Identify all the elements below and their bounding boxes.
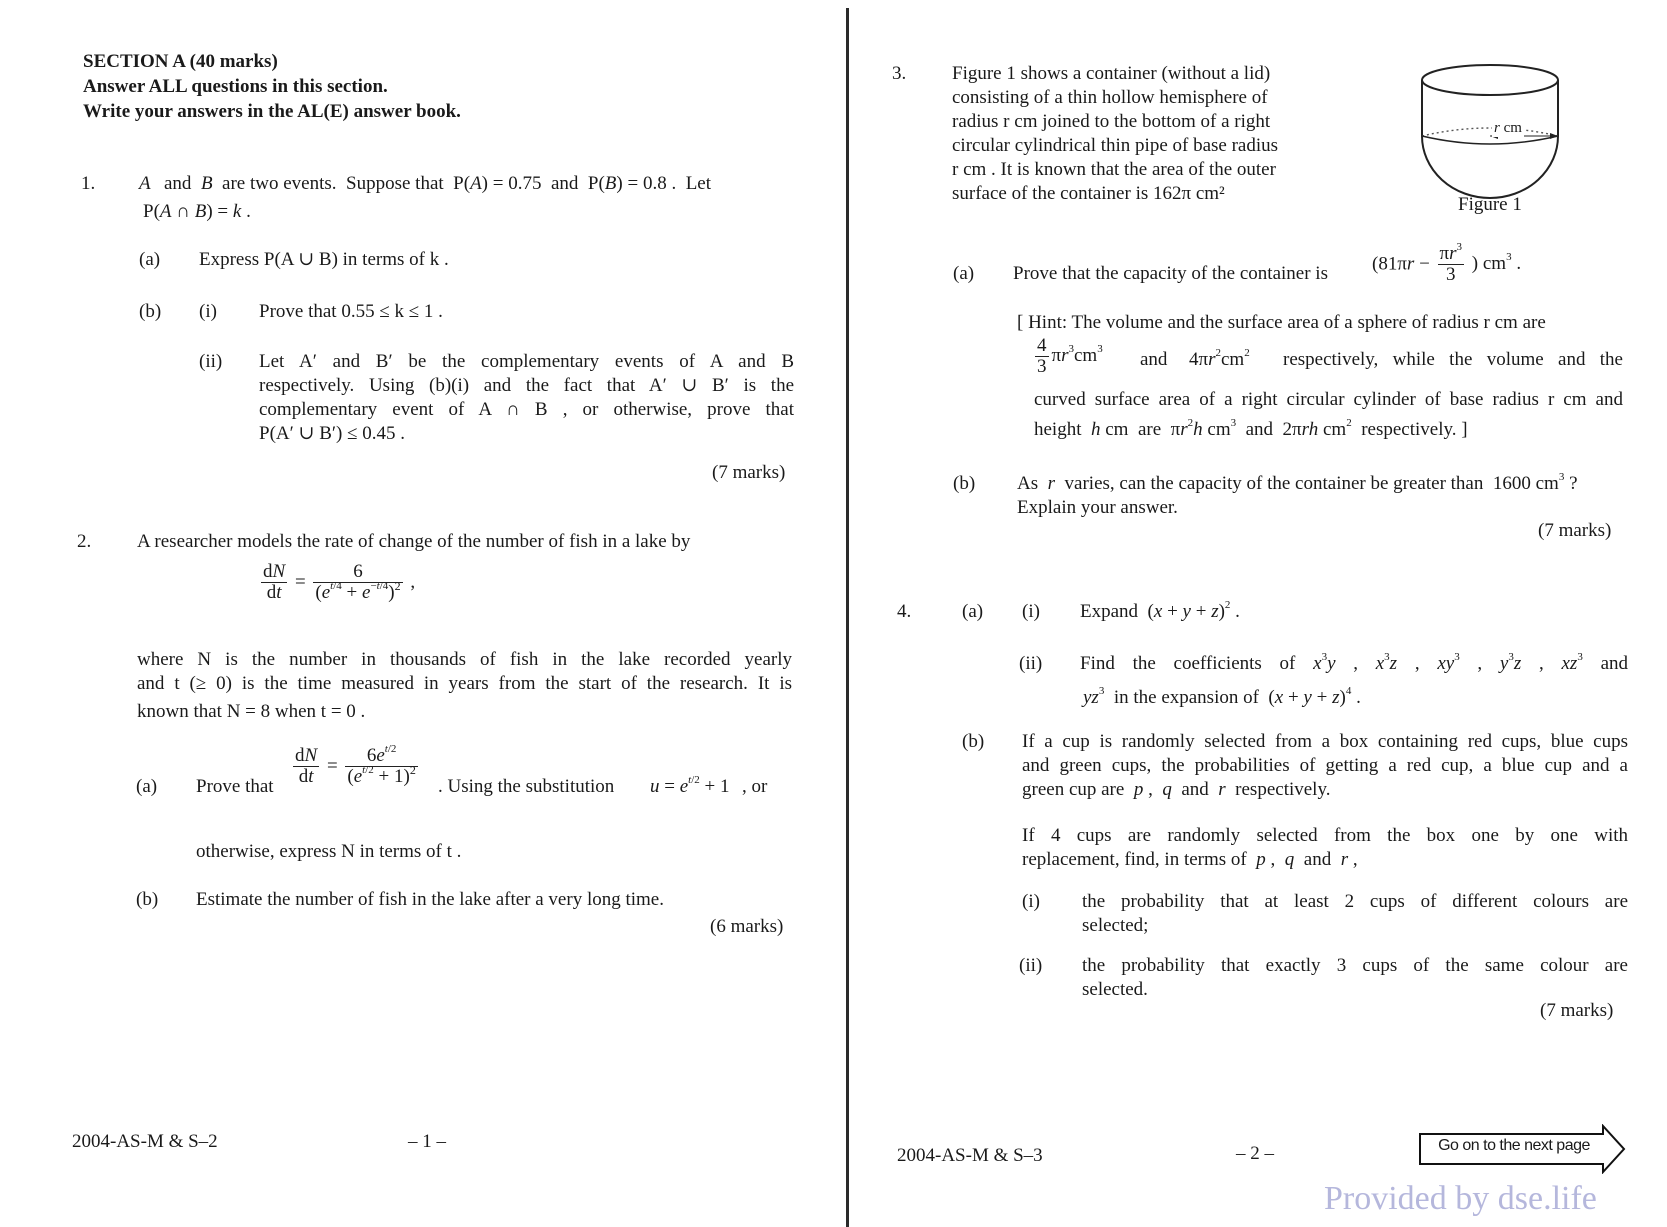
q2-where-line3: known that N = 8 when t = 0 . [137,701,366,722]
q4bii-label: (ii) [1019,955,1043,976]
q3-line1: Figure 1 shows a container (without a lid) [952,63,1271,84]
q4b-line2: and green cups, the probabilities of getting a red cup, a blue cup and a [1022,755,1628,776]
q4ai-label: (i) [1022,601,1040,622]
q4b-line1: If a cup is randomly selected from a box containing red cups, blue cups [1022,731,1628,752]
q3-hint-line4: height h cm are $\pi r^2h$ $cm^3$ and 2πrh $cm^2$ respectively. ] [1034,417,1468,440]
q1a-label: (a) [139,249,161,270]
q4aii-line1: Find the coefficients of $x^3y$ , $x^3z$ , $xy^3$ , $y^3z$ , $xz^3$ and [1080,651,1629,674]
q3a-capacity-expression: (81πr − $\frac{\pi r^3}{3}$ ) $cm^3$ . [1372,241,1522,285]
q2a-prove: Prove that [196,776,274,797]
section-title: SECTION A (40 marks) [83,51,278,72]
q3-hint-line3: curved surface area of a right circular cylinder of base radius r cm and [1034,389,1623,410]
q3-hint-line2-and: and [1140,349,1168,370]
left-footer-code: 2004-AS-M & S–2 [72,1131,218,1152]
q4b-line5: replacement, find, in terms of p , q and r , [1022,849,1358,870]
q4-number: 4. [897,601,912,622]
q3a-label: (a) [953,263,975,284]
q2a-derivative: $\frac{dN}{dt}$ = $\frac{6e^{t/2}}{(e^{t/2} + 1)^2}$ [295,743,416,787]
q3a-text: Prove that the capacity of the container is [1013,263,1328,284]
section-instruction-2: Write your answers in the AL(E) answer book. [83,101,461,122]
q2-where-line2: and t (≥ 0) is the time measured in years from the start of the research. It is [137,673,792,694]
q2a-line2: otherwise, express N in terms of t . [196,841,462,862]
q4a-label: (a) [962,601,984,622]
q3-marks: (7 marks) [1538,520,1612,541]
figure-1-label: r cm [1494,120,1522,136]
q1a-text: Express P(A ∪ B) in terms of k . [199,249,449,270]
q4aii-line2: $yz^3$ in the expansion of $(x + y + z)^4$ . [1083,685,1361,708]
left-page-number: – 1 – [408,1131,446,1152]
q3-hint-formula-1: $\frac{4}{3}$ $\pi r^3cm^3$ [1037,335,1103,377]
q2a-or: , or [742,776,768,797]
q4bi-label: (i) [1022,891,1040,912]
q2-differential-equation: $\frac{dN}{dt}$ = $\frac{6}{(e^{t/4} + e^{-t/4})^2}$ , [263,561,416,603]
page-divider [846,8,849,1227]
q1-stem-prefix: A [139,173,151,194]
q4-marks: (7 marks) [1540,1000,1614,1021]
next-page-label: Go on to the next page [1438,1137,1590,1154]
q3b-line1: As r varies, can the capacity of the container be greater than 1600 $cm^3$ ? [1017,471,1578,494]
q3-line4: circular cylindrical thin pipe of base radius [952,135,1279,156]
q3-number: 3. [892,63,907,84]
q3-line3: radius r cm joined to the bottom of a right [952,111,1271,132]
section-instruction-1: Answer ALL questions in this section. [83,76,388,97]
q1-number: 1. [81,173,96,194]
q2b-text: Estimate the number of fish in the lake after a very long time. [196,889,664,910]
q3-hint-formula-2: $4\pi r^2cm^2$ [1189,347,1250,370]
watermark: Provided by dse.life [1324,1180,1597,1217]
right-footer-code: 2004-AS-M & S–3 [897,1145,1043,1166]
q4bi-line1: the probability that at least 2 cups of different colours are [1082,891,1628,912]
q1bii-line1: Let A′ and B′ be the complementary events of A and B [259,351,794,372]
q2a-substitution: $u = e^{t/2} + 1$ [650,774,730,797]
q1bi-text: Prove that 0.55 ≤ k ≤ 1 . [259,301,443,322]
q1bi-label: (i) [199,301,217,322]
q1-stem: and B are two events. Suppose that P(A) = 0.75 and P(B) = 0.8 . Let [164,173,712,194]
q4bii-line2: selected. [1082,979,1148,1000]
q2-stem: A researcher models the rate of change of the number of fish in a lake by [137,531,691,552]
q1bii-line4: P(A′ ∪ B′) ≤ 0.45 . [259,423,406,444]
q2a-substitution-text: . Using the substitution [438,776,615,797]
q3-hint-line2: respectively, while the volume and the [1283,349,1623,370]
q2-where-line1: where N is the number in thousands of fish in the lake recorded yearly [137,649,792,670]
q2-marks: (6 marks) [710,916,784,937]
q1-stem-line2: P(A ∩ B) = k . [143,201,251,222]
q3b-line2: Explain your answer. [1017,497,1178,518]
q4ai-text: Expand $(x + y + z)^2$ . [1080,599,1240,622]
q4b-line3: green cup are p , q and r respectively. [1022,779,1331,800]
q3-line2: consisting of a thin hollow hemisphere of [952,87,1268,108]
q3-hint-line1: [ Hint: The volume and the surface area of a sphere of radius r cm are [1017,312,1546,333]
q2-number: 2. [77,531,92,552]
q1b-label: (b) [139,301,162,322]
q1-marks: (7 marks) [712,462,786,483]
q1bii-line3: complementary event of A ∩ B , or otherwise, prove that [259,399,794,420]
q3-line5: r cm . It is known that the area of the outer [952,159,1276,180]
figure-1-caption: Figure 1 [1458,194,1522,215]
right-page-number: – 2 – [1236,1143,1274,1164]
q4bii-line1: the probability that exactly 3 cups of the same colour are [1082,955,1628,976]
q4b-label: (b) [962,731,985,752]
q2b-label: (b) [136,889,159,910]
q4bi-line2: selected; [1082,915,1149,936]
q1bii-line2: respectively. Using (b)(i) and the fact that A′ ∪ B′ is the [259,375,794,396]
q4b-line4: If 4 cups are randomly selected from the box one by one with [1022,825,1628,846]
q2a-label: (a) [136,776,158,797]
q3b-label: (b) [953,473,976,494]
q3-line6: surface of the container is 162π cm² [952,183,1225,204]
q1bii-label: (ii) [199,351,223,372]
q4aii-label: (ii) [1019,653,1043,674]
